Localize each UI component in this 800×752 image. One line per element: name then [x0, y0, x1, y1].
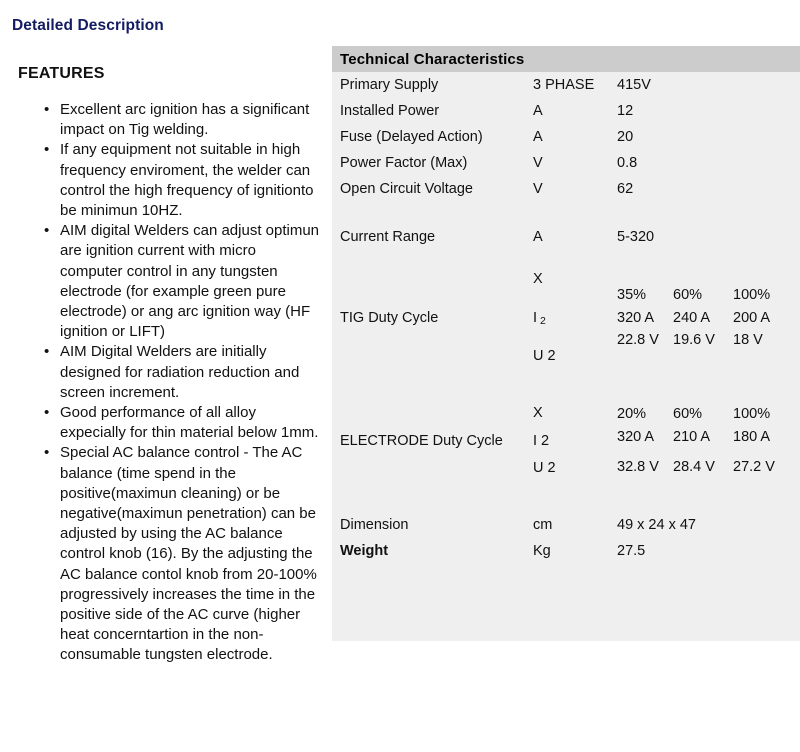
tig-duty-percent-line — [617, 288, 800, 303]
feature-text: AIM Digital Welders are initially designed for radiation reduction and screen increment. — [60, 343, 300, 401]
tig-duty-values-cell — [617, 266, 800, 370]
tig-current-2: 240 A — [673, 309, 711, 326]
electrode-voltage-1: 32.8 V — [617, 459, 659, 476]
spec-label: Power Factor (Max) — [340, 155, 468, 171]
table-row — [332, 124, 800, 150]
electrode-voltage-2: 28.4 V — [673, 459, 715, 476]
feature-text: AIM digital Welders can adjust optimun are ignition current with micro computer control in any tungsten electrode (for example green pure electrode) or ang arc ignition way (HF ignition or LIFT) — [60, 222, 320, 341]
dimension-value: 49 x 24 x 47 — [617, 517, 696, 533]
table-row — [332, 512, 800, 538]
tig-voltage-line — [617, 333, 800, 348]
electrode-symbol-i — [533, 434, 549, 449]
feature-text: If any equipment not suitable in high frequency enviroment, the welder can control the high frequency of ignitionto be minimun 10HZ. — [60, 141, 314, 220]
list-item — [44, 342, 320, 403]
weight-unit: Kg — [533, 543, 551, 559]
list-item — [44, 140, 320, 221]
tig-duty-label: TIG Duty Cycle — [340, 310, 439, 326]
tig-symbol-i-base: I — [533, 309, 538, 326]
electrode-duty-cycle-row — [332, 400, 800, 482]
list-item — [44, 403, 320, 443]
tig-duty-percent-1: 35% — [617, 287, 647, 304]
electrode-symbol-i-base: I — [533, 432, 538, 449]
spec-value: 415V — [617, 77, 651, 93]
tig-symbol-u-base: U — [533, 348, 544, 365]
tig-current-line — [617, 311, 800, 326]
spec-label: Current Range — [340, 229, 436, 245]
spec-unit: A — [533, 129, 543, 145]
electrode-symbol-cell — [533, 400, 617, 482]
table-row — [332, 150, 800, 176]
table-spacer-row — [332, 482, 800, 512]
table-spacer-row — [332, 202, 800, 224]
electrode-current-1: 320 A — [617, 428, 655, 445]
dimension-label: Dimension — [340, 517, 409, 533]
tig-duty-cycle-row — [332, 266, 800, 370]
tig-duty-percent-2: 60% — [673, 287, 703, 304]
electrode-symbol-i-subscript: 2 — [541, 432, 550, 449]
tig-voltage-3: 18 V — [733, 332, 763, 349]
electrode-duty-percent-3: 100% — [733, 406, 771, 423]
technical-characteristics-title: Technical Characteristics — [340, 50, 525, 68]
tig-symbol-cell — [533, 266, 617, 370]
tig-current-1: 320 A — [617, 309, 655, 326]
spec-unit: A — [533, 229, 543, 245]
electrode-current-3: 180 A — [733, 428, 771, 445]
bullet-icon: • — [44, 444, 50, 462]
bullet-icon: • — [44, 222, 50, 240]
feature-text: Special AC balance control - The AC balance (time spend in the positive(maximun cleaning) or be negative(maximun penetration) can be adjusted by using the AC balance control knob (16). By the adjusting the AC balance contol knob from 20-100% progressively increases the time in the positive side of the AC curve (higher heat concerntartion in the non-consumable tungsten electrode. — [60, 444, 317, 664]
tig-voltage-1: 22.8 V — [617, 332, 659, 349]
list-item — [44, 443, 320, 665]
tig-symbol-i — [533, 311, 546, 326]
feature-text: Good performance of all alloy expecially for thin material below 1mm. — [60, 404, 319, 442]
weight-value: 27.5 — [617, 543, 646, 559]
electrode-duty-values-cell — [617, 400, 800, 482]
feature-text: Excellent arc ignition has a significant impact on Tig welding. — [60, 101, 310, 139]
tig-duty-label-cell — [332, 266, 533, 370]
electrode-duty-label: ELECTRODE Duty Cycle — [340, 433, 503, 449]
table-row — [332, 538, 800, 564]
table-row — [332, 176, 800, 202]
tig-symbol-u — [533, 349, 556, 364]
spec-value: 0.8 — [617, 155, 638, 171]
spec-label: Installed Power — [340, 103, 440, 119]
spec-unit: V — [533, 155, 543, 171]
bullet-icon: • — [44, 404, 50, 422]
electrode-duty-percent-1: 20% — [617, 406, 647, 423]
technical-characteristics-table — [332, 72, 800, 564]
tig-current-3: 200 A — [733, 309, 771, 326]
electrode-duty-percent-2: 60% — [673, 406, 703, 423]
technical-characteristics-header — [332, 46, 800, 72]
electrode-symbol-u — [533, 461, 556, 476]
spec-unit: V — [533, 181, 543, 197]
electrode-duty-label-cell — [332, 400, 533, 482]
table-spacer-row — [332, 250, 800, 266]
page-title: Detailed Description — [12, 17, 164, 34]
electrode-symbol-u-base: U — [533, 460, 544, 477]
electrode-current-2: 210 A — [673, 428, 711, 445]
tig-voltage-2: 19.6 V — [673, 332, 715, 349]
spec-value: 20 — [617, 129, 634, 145]
spec-unit: 3 PHASE — [533, 77, 595, 93]
spec-value: 5-320 — [617, 229, 655, 245]
table-row — [332, 98, 800, 124]
bullet-icon: • — [44, 101, 50, 118]
bullet-icon: • — [44, 343, 50, 361]
weight-label: Weight — [340, 543, 389, 559]
tig-duty-percent-3: 100% — [733, 287, 771, 304]
table-row — [332, 72, 800, 98]
spec-value: 12 — [617, 103, 634, 119]
spec-label: Open Circuit Voltage — [340, 181, 473, 197]
electrode-voltage-3: 27.2 V — [733, 459, 775, 476]
spec-label: Fuse (Delayed Action) — [340, 129, 483, 145]
spec-value: 62 — [617, 181, 634, 197]
spec-unit: A — [533, 103, 543, 119]
dimension-unit: cm — [533, 517, 553, 533]
electrode-symbol-u-subscript: 2 — [547, 460, 556, 477]
electrode-voltage-line — [617, 460, 800, 475]
features-heading: FEATURES — [18, 65, 105, 82]
list-item — [44, 221, 320, 342]
electrode-current-line — [617, 430, 800, 445]
tig-symbol-u-subscript: 2 — [547, 348, 556, 365]
features-list — [0, 100, 330, 666]
bullet-icon: • — [44, 141, 50, 159]
tig-symbol-x: X — [533, 271, 543, 288]
description-column — [0, 0, 332, 752]
table-row — [332, 224, 800, 250]
tig-symbol-i-subscript: 2 — [540, 314, 546, 327]
list-item — [44, 100, 320, 140]
spec-label: Primary Supply — [340, 77, 439, 93]
table-spacer-row — [332, 370, 800, 400]
electrode-symbol-x: X — [533, 405, 543, 422]
technical-characteristics-panel — [332, 46, 800, 641]
electrode-duty-percent-line — [617, 407, 800, 422]
